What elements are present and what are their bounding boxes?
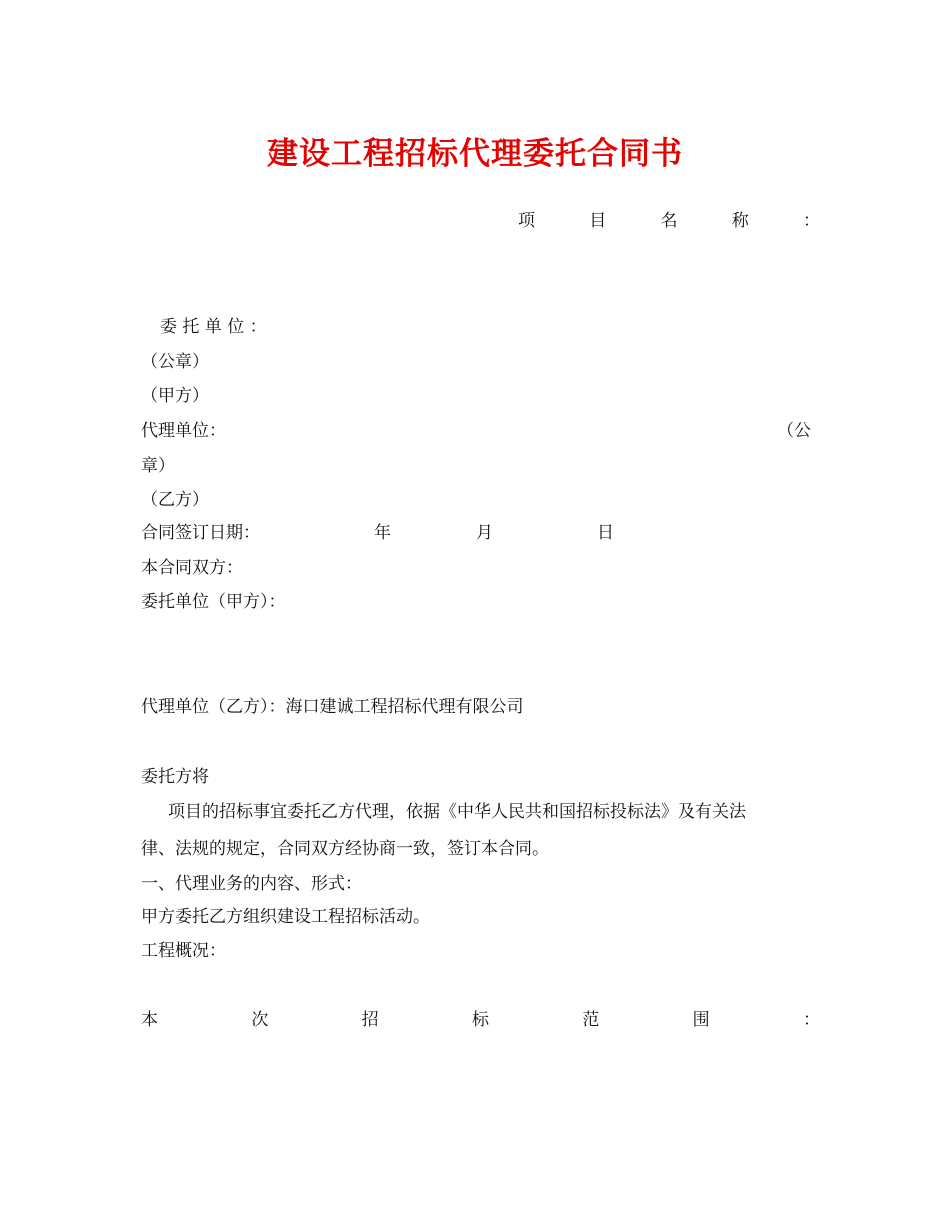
scope-char: 围 [692,1010,710,1030]
section-1-body: 甲方委托乙方组织建设工程招标活动。 [141,907,430,927]
seal-party-b-end: 章） [141,456,175,476]
section-1-heading: 一、代理业务的内容、形式： [141,874,362,894]
paragraph-line-2: 律、法规的规定，合同双方经协商一致，签订本合同。 [141,839,549,859]
entrust-party-a-label: 委托单位（甲方）： [141,592,286,612]
scope-char: 招 [361,1010,379,1030]
sign-date-year: 年 [374,523,391,543]
scope-label [141,1009,820,1031]
project-name-char: ： [803,211,820,231]
sign-date-month: 月 [476,523,493,543]
agent-party-b-line: 代理单位（乙方）：海口建诚工程招标代理有限公司 [141,697,524,717]
party-a-label: （甲方） [141,386,209,406]
paragraph-line-1: 项目的招标事宜委托乙方代理，依据《中华人民共和国招标投标法》及有关法 [168,802,746,822]
scope-char: 本 [141,1010,158,1030]
project-name-char: 目 [589,211,607,231]
seal-party-b-start: （公 [777,421,811,441]
project-name-char: 名 [660,211,678,231]
agent-unit-label: 代理单位： [141,421,226,441]
entrust-will-text: 委托方将 [141,767,209,787]
document-title: 建设工程招标代理委托合同书 [267,136,683,172]
party-b-label: （乙方） [141,490,209,510]
both-parties-heading: 本合同双方： [141,558,243,578]
scope-char: 次 [251,1010,269,1030]
project-name-label [518,210,820,232]
project-name-char: 称 [731,211,749,231]
scope-char: 标 [471,1010,489,1030]
entrust-unit-label: 委 托 单 位 ： [160,317,267,337]
sign-date-day: 日 [597,523,614,543]
scope-char: ： [802,1010,820,1030]
scope-char: 范 [582,1010,600,1030]
project-name-char: 项 [518,211,535,231]
seal-party-a: （公章） [141,352,209,372]
project-overview-label: 工程概况： [141,941,226,961]
sign-date-label: 合同签订日期： [141,523,260,543]
